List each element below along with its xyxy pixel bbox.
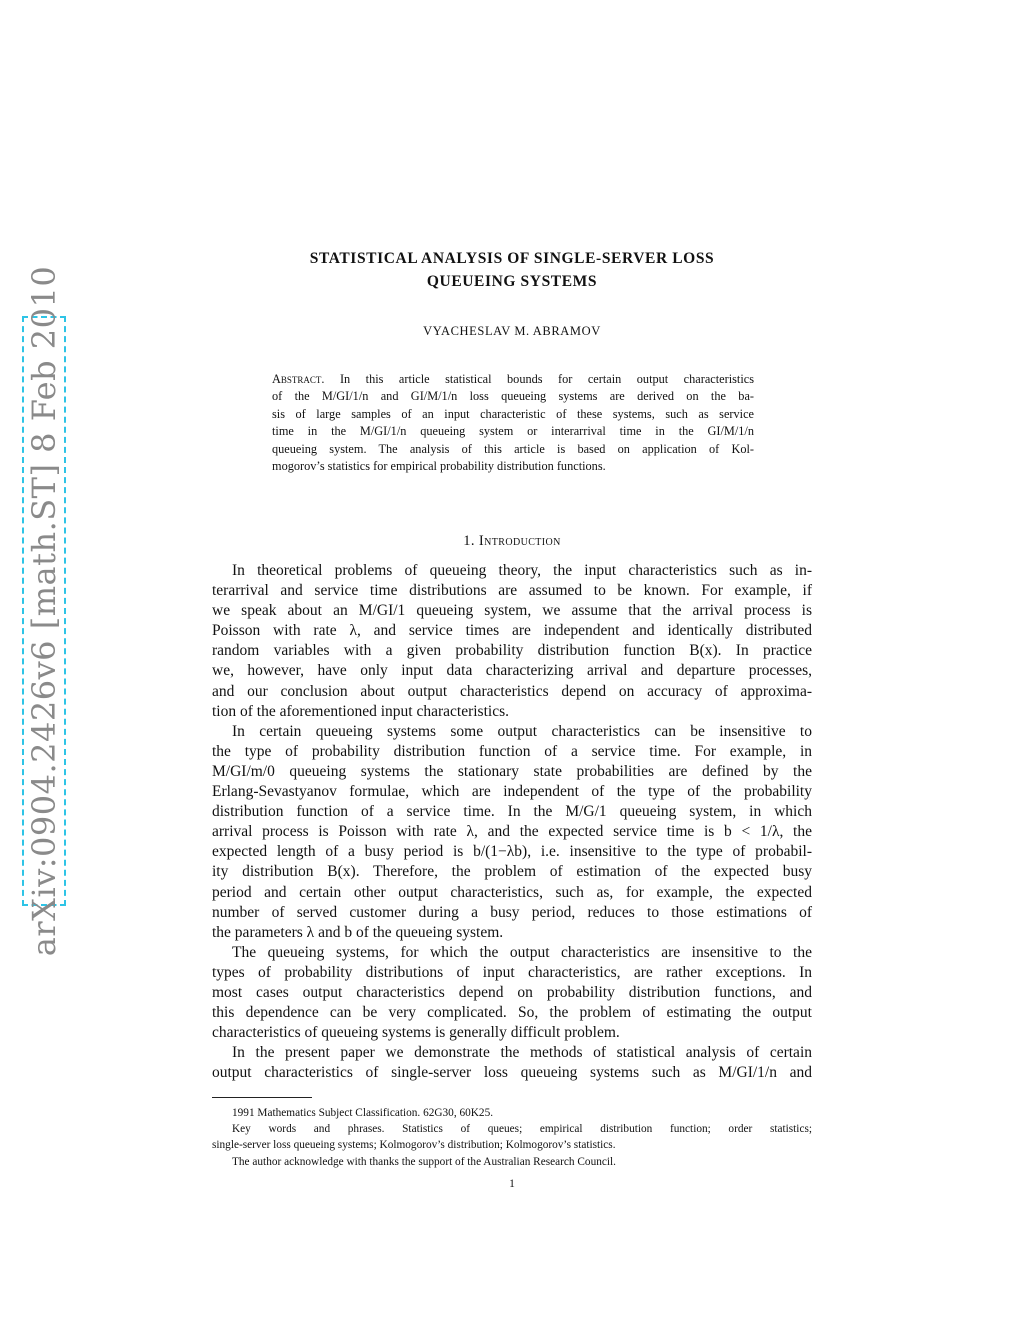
body-line: types of probability distributions of input characteristics, are rather exceptions. In: [212, 963, 812, 981]
body-line: output characteristics of single-server loss queueing systems such as M/GI/1/n and: [212, 1064, 812, 1082]
abstract-line: Abstract. In this article statistical bounds for certain output characteristics: [272, 372, 754, 386]
section-number: 1.: [463, 533, 475, 549]
body-line: ity distribution B(x). Therefore, the problem of estimation of the expected busy: [212, 863, 812, 881]
body-line: and our conclusion about output characteristics depend on accuracy of approxima-: [212, 682, 812, 700]
body-line: we, however, have only input data characterizing arrival and departure processes,: [212, 662, 812, 680]
arxiv-identifier: arXiv:0904.2426v6 [math.ST] 8 Feb 2010: [25, 265, 63, 957]
body-line: In the present paper we demonstrate the methods of statistical analysis of certain: [232, 1044, 812, 1062]
section-heading: [0, 533, 1024, 550]
body-line: M/GI/m/0 queueing systems the stationary state probabilities are defined by the: [212, 762, 812, 780]
abstract-line: of the M/GI/1/n and GI/M/1/n loss queueing systems are derived on the ba-: [272, 389, 754, 404]
page-number: 1: [509, 1178, 515, 1190]
abstract: [272, 371, 754, 475]
body-line: period and certain other output characteristics, such as, for example, the expected: [212, 883, 812, 901]
body-line: In theoretical problems of queueing theory, the input characteristics such as in-: [232, 562, 812, 579]
section-title: Introduction: [478, 533, 561, 549]
body-line: the parameters λ and b of the queueing system.: [212, 923, 504, 941]
abstract-line: time in the M/GI/1/n queueing system or interarrival time in the GI/M/1/n: [272, 424, 754, 439]
body-line: number of served customer during a busy period, reduces to those estimations of: [212, 903, 812, 921]
body-line: Erlang-Sevastyanov formulae, which are independent of the type of the probability: [212, 783, 812, 801]
arxiv-side-stamp: [22, 265, 66, 957]
body-line: distribution function of a service time. In the M/G/1 queueing system, in which: [212, 803, 812, 821]
abstract-line: sis of large samples of an input characteristic of these systems, such as service: [272, 406, 754, 421]
body-line: the type of probability distribution function of a service time. For example, in: [212, 742, 812, 760]
paper-title-line-1: STATISTICAL ANALYSIS OF SINGLE-SERVER LOSS: [309, 250, 715, 267]
body-line: The queueing systems, for which the output characteristics are insensitive to the: [232, 943, 812, 961]
body-line: expected length of a busy period is b/(1−λb), i.e. insensitive to the type of probabil-: [212, 843, 812, 861]
paper-title-line-2: QUEUEING SYSTEMS: [426, 273, 598, 290]
body-line: most cases output characteristics depend on probability distribution functions, and: [212, 983, 812, 1001]
abstract-line: queueing system. The analysis of this article is based on application of Kol-: [272, 441, 754, 456]
footnote-acknowledgement: The author acknowledge with thanks the support of the Australian Research Council.: [232, 1155, 616, 1168]
body-line: In certain queueing systems some output characteristics can be insensitive to: [232, 722, 812, 740]
body-line: this dependence can be very complicated. So, the problem of estimating the output: [212, 1004, 812, 1022]
footnote-keywords-cont: single-server loss queueing systems; Kolmogorov’s distribution; Kolmogorov’s statistics.: [212, 1139, 616, 1152]
footnote-rule: [212, 1097, 312, 1098]
footnote-msc: 1991 Mathematics Subject Classification. 62G30, 60K25.: [232, 1107, 494, 1119]
author-name: VYACHESLAV M. ABRAMOV: [423, 324, 601, 338]
body-line: random variables with a given probability distribution function B(x). In practice: [212, 642, 812, 660]
abstract-line: mogorov’s statistics for empirical probability distribution functions.: [272, 459, 606, 474]
footnotes: [212, 1105, 812, 1170]
body-line: tion of the aforementioned input characteristics.: [212, 702, 509, 720]
body-line: we speak about an M/GI/1 queueing system, we assume that the arrival process is: [212, 602, 812, 620]
body-line: terarrival and service time distributions are assumed to be known. For example, if: [212, 582, 812, 600]
body-line: characteristics of queueing systems is generally difficult problem.: [212, 1024, 620, 1042]
abstract-label: Abstract.: [272, 372, 325, 386]
body-line: Poisson with rate λ, and service times are independent and identically distributed: [212, 622, 812, 640]
footnote-keywords: Key words and phrases. Statistics of queues; empirical distribution function; order statistics;: [232, 1123, 812, 1136]
body-line: arrival process is Poisson with rate λ, and the expected service time is b < 1/λ, the: [212, 823, 812, 841]
body-text: [212, 561, 812, 1083]
